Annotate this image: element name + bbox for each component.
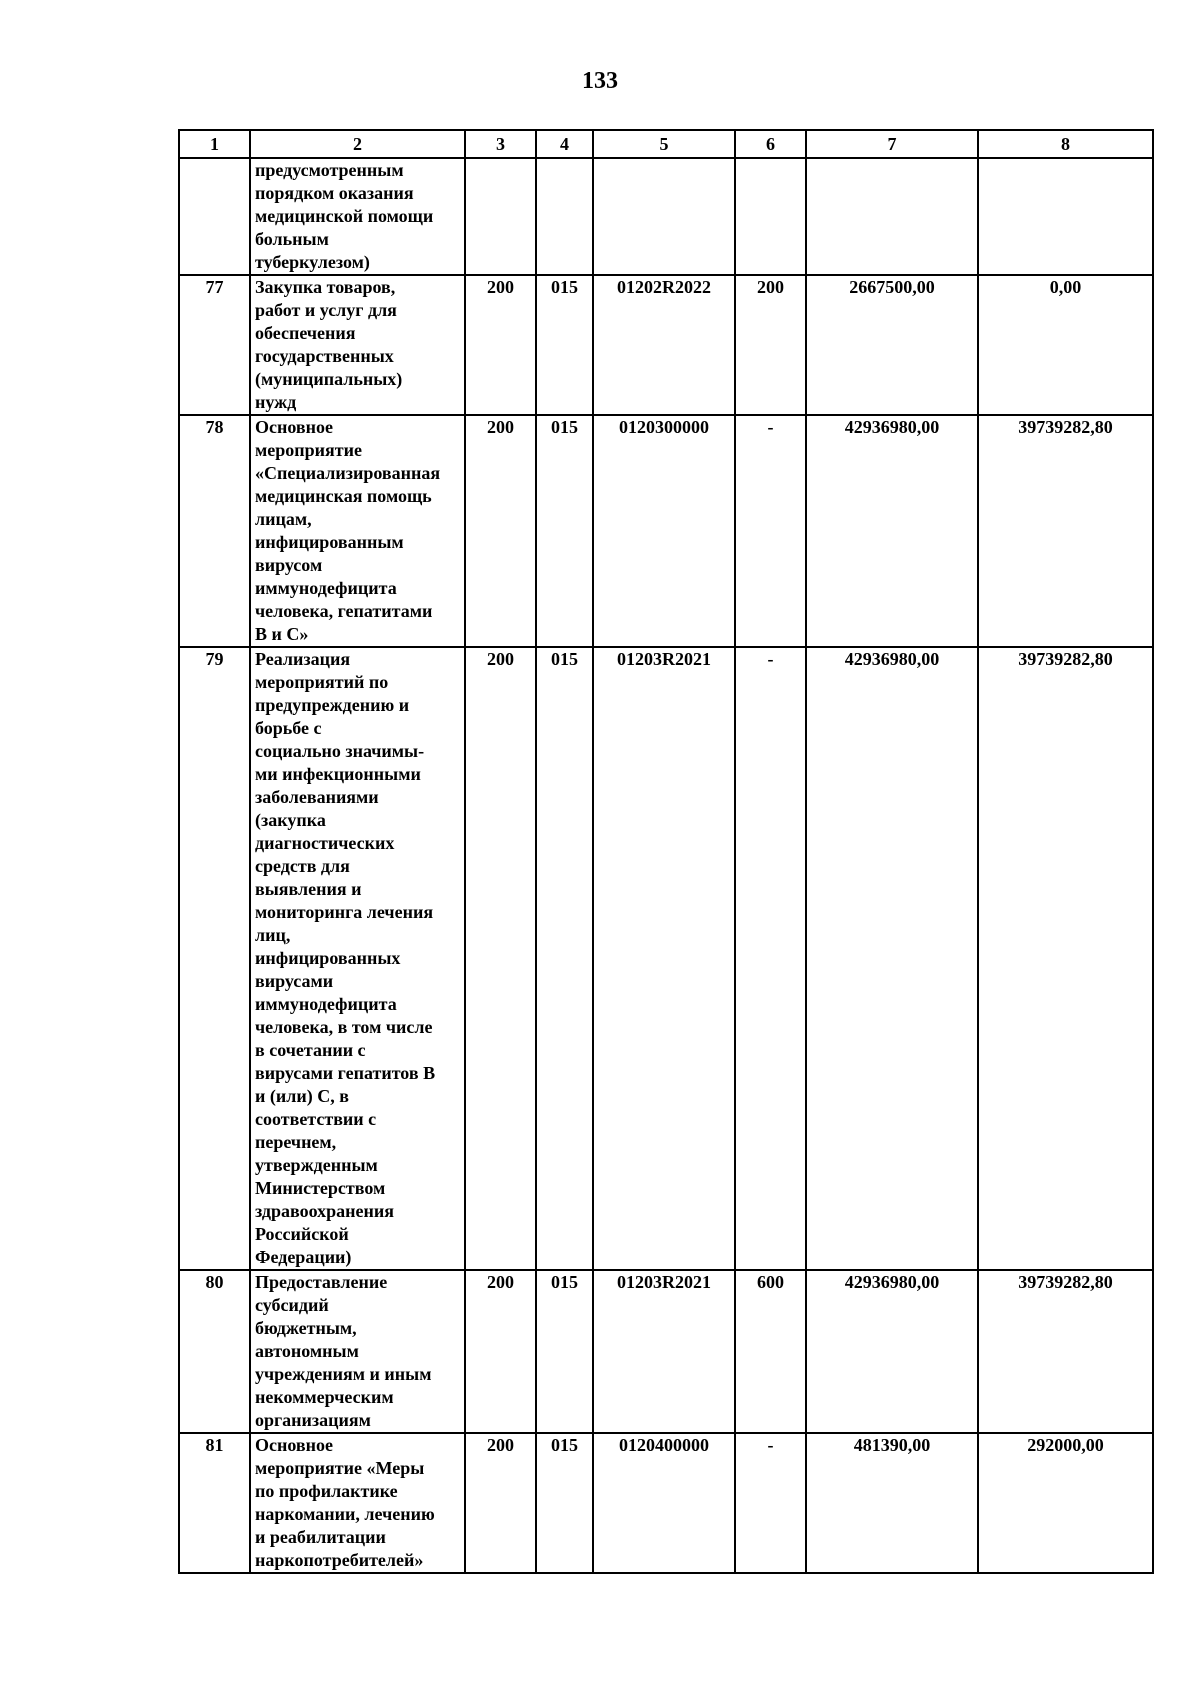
description-line: и реабилитации — [255, 1527, 386, 1547]
row-number-cell: 78 — [179, 415, 250, 647]
header-cell: 1 — [179, 130, 250, 158]
description-line: диагностических — [255, 833, 395, 853]
code-cell-3: 200 — [465, 415, 536, 647]
description-line: организациям — [255, 1410, 371, 1430]
description-line: Основное — [255, 1435, 333, 1455]
code-cell-3 — [465, 158, 536, 275]
description-line: вирусом — [255, 555, 323, 575]
description-line: вирусами — [255, 971, 334, 991]
description-cell — [250, 158, 465, 275]
description-line: социально значимы- — [255, 741, 425, 761]
header-cell: 6 — [735, 130, 806, 158]
description-line: (закупка — [255, 810, 326, 830]
description-line: мероприятие — [255, 440, 362, 460]
description-line: наркомании, лечению — [255, 1504, 435, 1524]
table-row — [179, 1270, 1153, 1433]
description-line: медицинской помощи — [255, 206, 434, 226]
description-line: предусмотренным — [255, 160, 404, 180]
code-cell-4: 015 — [536, 275, 593, 415]
code-cell-4: 015 — [536, 1270, 593, 1433]
row-number-cell — [179, 158, 250, 275]
description-line: автономным — [255, 1341, 359, 1361]
row-number-cell: 81 — [179, 1433, 250, 1573]
target-article-cell: 01202R2022 — [593, 275, 735, 415]
target-article-cell: 0120300000 — [593, 415, 735, 647]
table-row — [179, 275, 1153, 415]
description-line: порядком оказания — [255, 183, 414, 203]
expense-type-cell: - — [735, 1433, 806, 1573]
description-line: борьбе с — [255, 718, 322, 738]
description-line: в сочетании с — [255, 1040, 366, 1060]
amount-cell-7: 42936980,00 — [806, 1270, 978, 1433]
header-cell: 5 — [593, 130, 735, 158]
header-cell: 3 — [465, 130, 536, 158]
header-cell: 2 — [250, 130, 465, 158]
description-line: лиц, — [255, 925, 291, 945]
amount-cell-8: 39739282,80 — [978, 647, 1153, 1270]
amount-cell-7: 2667500,00 — [806, 275, 978, 415]
description-line: лицам, — [255, 509, 312, 529]
target-article-cell: 01203R2021 — [593, 1270, 735, 1433]
row-number-cell: 77 — [179, 275, 250, 415]
description-line: В и С» — [255, 624, 309, 644]
description-line: соответствии с — [255, 1109, 377, 1129]
amount-cell-8: 39739282,80 — [978, 1270, 1153, 1433]
expense-type-cell: - — [735, 647, 806, 1270]
description-line: работ и услуг для — [255, 300, 397, 320]
description-line: вирусами гепатитов В — [255, 1063, 436, 1083]
code-cell-3: 200 — [465, 647, 536, 1270]
table-row — [179, 1433, 1153, 1573]
description-line: Предоставление — [255, 1272, 388, 1292]
description-line: нужд — [255, 392, 297, 412]
description-line: инфицированным — [255, 532, 404, 552]
description-line: иммунодефицита — [255, 578, 397, 598]
description-line: перечнем, — [255, 1132, 337, 1152]
amount-cell-7: 42936980,00 — [806, 415, 978, 647]
description-cell — [250, 415, 465, 647]
description-line: выявления и — [255, 879, 362, 899]
table-header-row — [179, 130, 1153, 158]
description-line: бюджетным, — [255, 1318, 357, 1338]
amount-cell-8: 0,00 — [978, 275, 1153, 415]
header-cell: 8 — [978, 130, 1153, 158]
description-line: средств для — [255, 856, 350, 876]
row-number-cell: 80 — [179, 1270, 250, 1433]
description-line: Закупка товаров, — [255, 277, 396, 297]
description-line: и (или) С, в — [255, 1086, 349, 1106]
description-line: заболеваниями — [255, 787, 379, 807]
expense-type-cell: 600 — [735, 1270, 806, 1433]
header-cell: 4 — [536, 130, 593, 158]
amount-cell-7: 42936980,00 — [806, 647, 978, 1270]
header-cell: 7 — [806, 130, 978, 158]
description-line: здравоохранения — [255, 1201, 395, 1221]
table-row — [179, 647, 1153, 1270]
code-cell-4: 015 — [536, 415, 593, 647]
target-article-cell: 01203R2021 — [593, 647, 735, 1270]
description-line: (муниципальных) — [255, 369, 403, 389]
table-row — [179, 415, 1153, 647]
description-line: обеспечения — [255, 323, 356, 343]
description-line: учреждениям и иным — [255, 1364, 432, 1384]
description-line: медицинская помощь — [255, 486, 432, 506]
table-row — [179, 158, 1153, 275]
description-line: предупреждению и — [255, 695, 410, 715]
expense-type-cell: - — [735, 415, 806, 647]
description-line: мероприятий по — [255, 672, 389, 692]
code-cell-4 — [536, 158, 593, 275]
page-number: 133 — [582, 68, 618, 94]
row-number-cell: 79 — [179, 647, 250, 1270]
description-line: субсидий — [255, 1295, 329, 1315]
description-line: «Специализированная — [255, 463, 441, 483]
target-article-cell: 0120400000 — [593, 1433, 735, 1573]
description-line: некоммерческим — [255, 1387, 394, 1407]
description-line: Реализация — [255, 649, 351, 669]
description-cell — [250, 275, 465, 415]
expense-type-cell: 200 — [735, 275, 806, 415]
description-line: наркопотребителей» — [255, 1550, 424, 1570]
description-line: государственных — [255, 346, 394, 366]
description-line: Министерством — [255, 1178, 386, 1198]
description-cell — [250, 647, 465, 1270]
description-line: туберкулезом) — [255, 252, 370, 272]
description-line: больным — [255, 229, 329, 249]
code-cell-3: 200 — [465, 1433, 536, 1573]
code-cell-4: 015 — [536, 1433, 593, 1573]
amount-cell-7 — [806, 158, 978, 275]
amount-cell-7: 481390,00 — [806, 1433, 978, 1573]
description-line: мероприятие «Меры — [255, 1458, 425, 1478]
description-line: мониторинга лечения — [255, 902, 434, 922]
code-cell-4: 015 — [536, 647, 593, 1270]
target-article-cell — [593, 158, 735, 275]
amount-cell-8: 39739282,80 — [978, 415, 1153, 647]
budget-table — [178, 129, 1154, 1574]
description-line: ми инфекционными — [255, 764, 421, 784]
description-line: по профилактике — [255, 1481, 398, 1501]
description-line: человека, гепатитами — [255, 601, 433, 621]
amount-cell-8 — [978, 158, 1153, 275]
code-cell-3: 200 — [465, 1270, 536, 1433]
description-line: Российской — [255, 1224, 349, 1244]
description-cell — [250, 1433, 465, 1573]
description-line: иммунодефицита — [255, 994, 397, 1014]
description-cell — [250, 1270, 465, 1433]
expense-type-cell — [735, 158, 806, 275]
description-line: Основное — [255, 417, 333, 437]
description-line: человека, в том числе — [255, 1017, 433, 1037]
description-line: утвержденным — [255, 1155, 378, 1175]
description-line: Федерации) — [255, 1247, 352, 1267]
description-line: инфицированных — [255, 948, 401, 968]
amount-cell-8: 292000,00 — [978, 1433, 1153, 1573]
code-cell-3: 200 — [465, 275, 536, 415]
